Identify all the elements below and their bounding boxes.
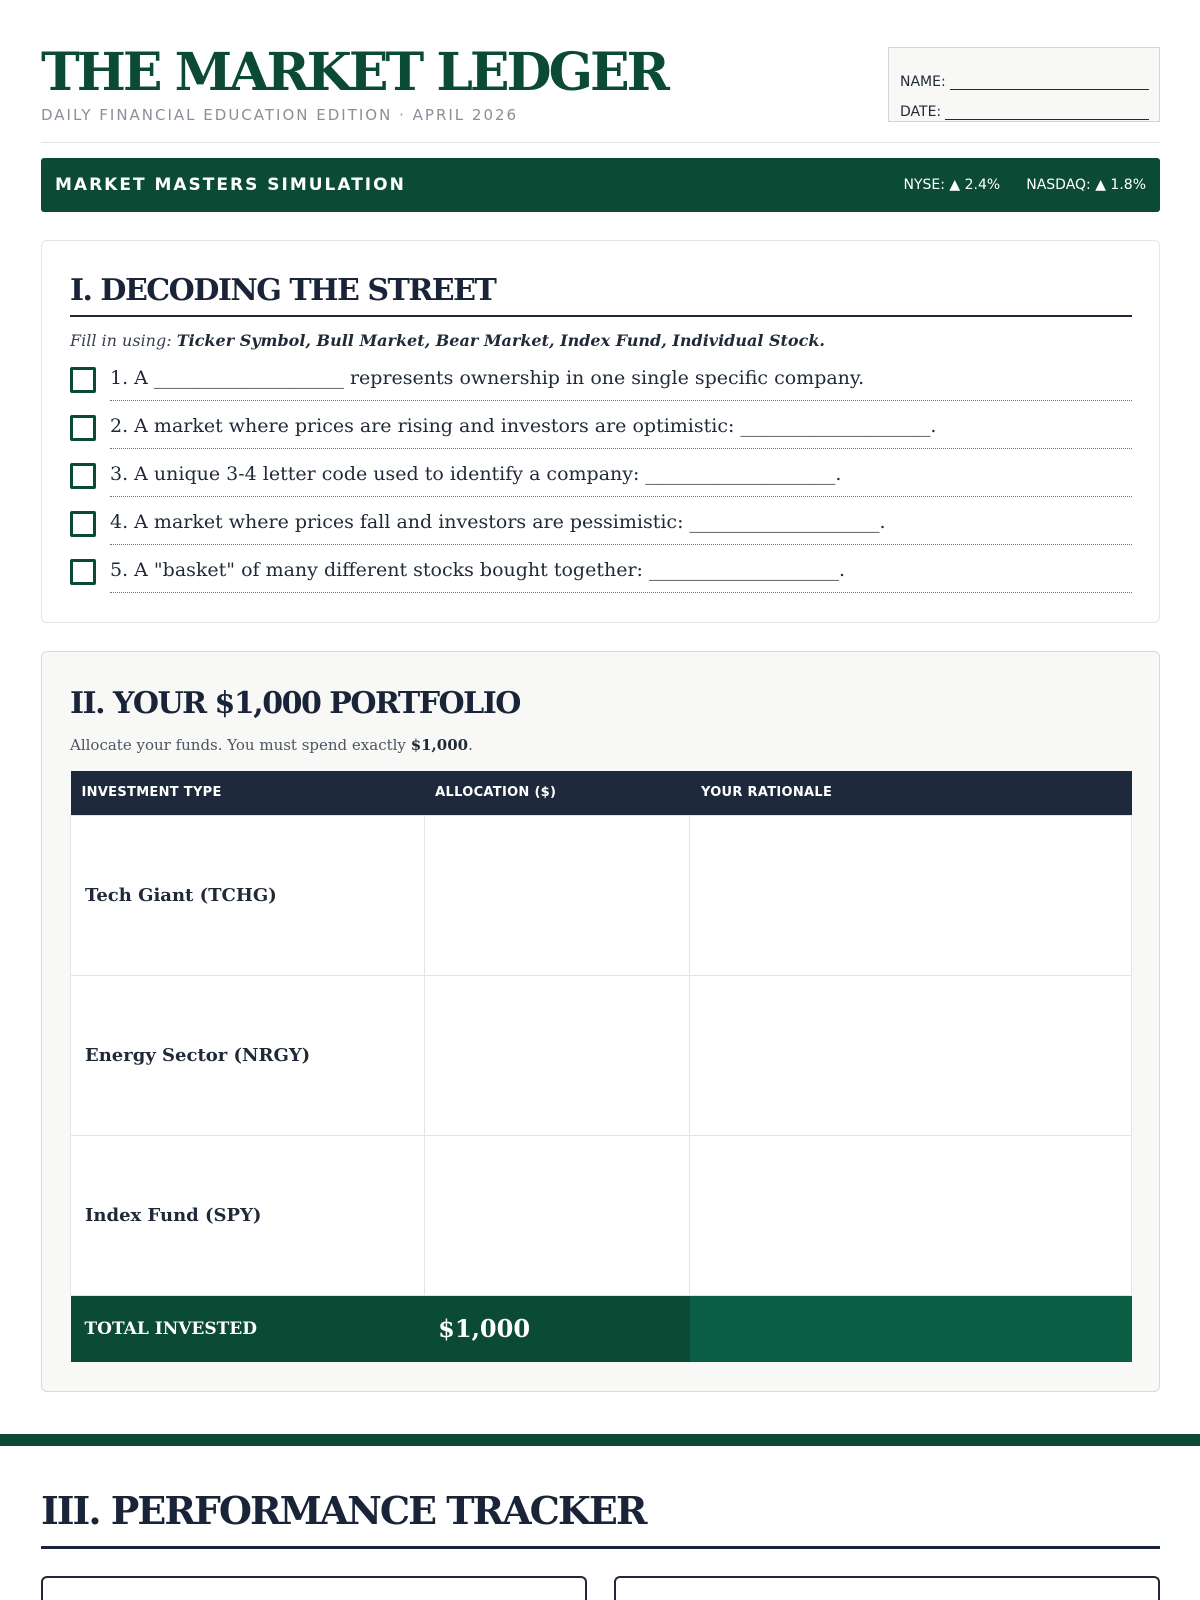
alloc-prefix: Allocate your funds. You must spend exactly [70,736,411,754]
total-label: TOTAL INVESTED [71,1295,425,1362]
masthead [41,40,741,124]
edition-subtitle: DAILY FINANCIAL EDUCATION EDITION · APRIL 2026 [41,106,519,124]
instruction-prefix: Fill in using: [70,331,177,350]
allocation-input[interactable] [424,815,690,975]
nasdaq-ticker: NASDAQ: ▲ 1.8% [1026,177,1146,193]
allocation-instructions [70,736,473,754]
question-item [70,505,1132,553]
column-header: YOUR RATIONALE [690,771,1132,815]
name-label: NAME: [900,74,946,90]
investment-type-cell: Tech Giant (TCHG) [71,815,425,975]
investment-type-cell: Energy Sector (NRGY) [71,975,425,1135]
question-text: 5. A "basket" of many different stocks bought together: ____________________. [110,559,846,581]
instructions [70,331,825,350]
question-text: 4. A market where prices fall and investors are pessimistic: ____________________. [110,511,886,533]
section-title: I. DECODING THE STREET [70,273,496,308]
nyse-ticker: NYSE: ▲ 2.4% [903,177,1001,193]
instruction-terms: Ticker Symbol, Bull Market, Bear Market, Index Fund, Individual Stock. [176,331,825,350]
table-row [71,975,1132,1135]
name-date-box [888,47,1160,122]
question-text: 3. A unique 3-4 letter code used to identify a company: ____________________. [110,463,842,485]
question-text: 2. A market where prices are rising and investors are optimistic: ____________________. [110,415,937,437]
tracker-panel [614,1576,1160,1600]
dotted-divider [110,448,1132,449]
question-item [70,553,1132,601]
question-checkbox[interactable] [70,559,96,585]
dotted-divider [110,592,1132,593]
question-checkbox[interactable] [70,511,96,537]
section-separator-bar [0,1434,1200,1446]
dotted-divider [110,400,1132,401]
section-title: III. PERFORMANCE TRACKER [41,1488,646,1533]
dotted-divider [110,496,1132,497]
tracker-panel [41,1576,587,1600]
section-title: II. YOUR $1,000 PORTFOLIO [70,686,520,721]
name-row[interactable] [900,60,1149,90]
section-vocabulary [41,240,1160,623]
alloc-amount: $1,000 [410,736,469,754]
table-header-row [71,771,1132,815]
total-value: $1,000 [424,1295,690,1362]
total-row [71,1295,1132,1362]
header-divider [41,142,1160,143]
total-filler [690,1295,1132,1362]
date-label: DATE: [900,104,942,120]
question-item [70,361,1132,409]
question-checkbox[interactable] [70,415,96,441]
table-row [71,1135,1132,1295]
portfolio-table [70,771,1132,1362]
question-item [70,457,1132,505]
dotted-divider [110,544,1132,545]
alloc-suffix: . [468,736,473,754]
allocation-input[interactable] [424,975,690,1135]
question-checkbox[interactable] [70,367,96,393]
section-divider [70,315,1132,317]
name-blank[interactable] [950,76,1149,90]
banner-title: MARKET MASTERS SIMULATION [55,175,406,195]
question-item [70,409,1132,457]
investment-type-cell: Index Fund (SPY) [71,1135,425,1295]
section-portfolio [41,651,1160,1392]
question-checkbox[interactable] [70,463,96,489]
question-text: 1. A ____________________ represents ownership in one single specific company. [110,367,865,389]
page-title: THE MARKET LEDGER [41,42,667,103]
allocation-input[interactable] [424,1135,690,1295]
rationale-input[interactable] [690,975,1132,1135]
column-header: INVESTMENT TYPE [71,771,425,815]
section-divider [41,1546,1160,1549]
simulation-banner [41,158,1160,212]
table-row [71,815,1132,975]
date-row[interactable] [900,90,1149,120]
date-blank[interactable] [945,106,1149,120]
rationale-input[interactable] [690,815,1132,975]
column-header: ALLOCATION ($) [424,771,690,815]
rationale-input[interactable] [690,1135,1132,1295]
